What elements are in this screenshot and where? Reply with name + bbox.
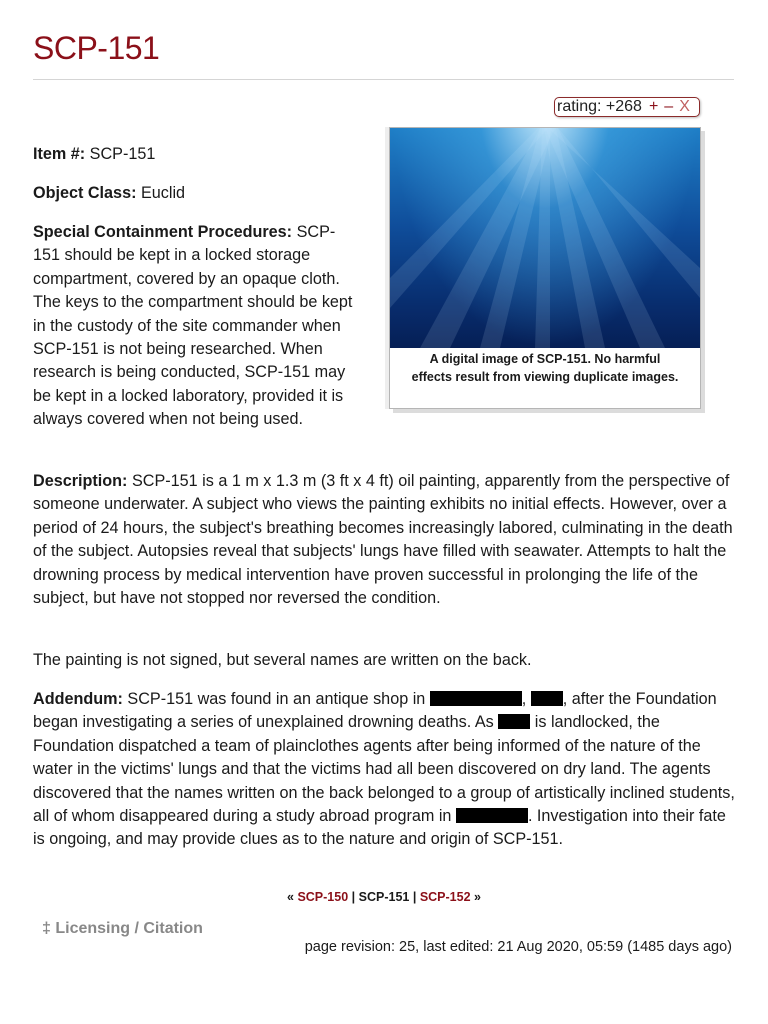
scp-151-image <box>390 128 700 348</box>
object-class <box>33 182 353 205</box>
title-divider <box>33 79 734 80</box>
series-navigation <box>0 890 768 904</box>
redaction-bar <box>531 691 563 706</box>
description-label: Description: <box>33 472 128 490</box>
redaction-bar <box>456 808 528 823</box>
addendum-text-1: SCP-151 was found in an antique shop in <box>122 690 430 708</box>
addendum-text-5: . Investigation into their fate is ongoing, and may provide clues as to the nature and origin of SCP-151. <box>33 807 726 849</box>
description <box>33 470 738 610</box>
current-scp: SCP-151 <box>358 890 410 904</box>
page-title: SCP-151 <box>33 30 160 66</box>
item-label: Item #: <box>33 145 86 163</box>
item-number <box>33 143 353 166</box>
object-class-label: Object Class: <box>33 184 137 202</box>
licensing-citation-toggle[interactable]: ‡ Licensing / Citation <box>42 920 203 937</box>
addendum-text-3: , after the Foundation began investigating a series of unexplained drowning deaths. As <box>33 690 717 732</box>
rate-down-button[interactable]: – <box>664 98 674 115</box>
addendum-text-4: is landlocked, the Foundation dispatched a team of plainclothes agents after being informed of the nature of the water in the victims' lungs and that the victims had all been discovered on dry land. The agents discovered that the names written on the back belonged to a group of artistically inclined students, all of whom disappeared during a study abroad program in <box>33 713 735 826</box>
image-caption: A digital image of SCP-151. No harmful effects result from viewing duplicate images. <box>411 352 679 384</box>
object-class-value: Euclid <box>136 184 186 202</box>
rating-module <box>554 97 700 117</box>
nav-open-quote: « <box>287 890 298 904</box>
rate-cancel-button[interactable]: X <box>679 98 690 115</box>
item-value: SCP-151 <box>85 145 156 163</box>
rating-value: rating: +268 <box>557 98 642 115</box>
addendum <box>33 688 738 852</box>
painting-note: The painting is not signed, but several names are written on the back. <box>33 651 532 669</box>
addendum-text-2: , <box>521 690 531 708</box>
containment-procedures <box>33 221 353 432</box>
rate-up-button[interactable]: + <box>648 98 659 115</box>
nav-close-quote: » <box>470 890 481 904</box>
containment-text: SCP-151 should be kept in a locked storage compartment, covered by an opaque cloth. The keys to the compartment should be kept in the custody of the site commander when SCP-151 is not being researched. When research is being conducted, SCP-151 may be kept in a locked laboratory, provided it is always covered when not being used. <box>33 223 353 429</box>
next-scp-link[interactable]: SCP-152 <box>419 890 471 904</box>
containment-label: Special Containment Procedures: <box>33 223 293 241</box>
page-revision-info: page revision: 25, last edited: 21 Aug 2020, 05:59 (1485 days ago) <box>304 939 732 955</box>
light-rays-graphic <box>390 128 700 348</box>
nav-separator: | <box>409 890 420 904</box>
image-block <box>389 127 701 409</box>
description-text: SCP-151 is a 1 m x 1.3 m (3 ft x 4 ft) oil painting, apparently from the perspective of someone underwater. A subject who views the painting exhibits no initial effects. However, over a period of 24 hours, the subject's breathing becomes increasingly labored, culminating in the death of the subject. Autopsies reveal that subjects' lungs have filled with seawater. Attempts to halt the drowning process by medical intervention have proven successful in prolonging the life of the subject, but have not stopped nor reversed the condition. <box>33 472 733 608</box>
prev-scp-link[interactable]: SCP-150 <box>297 890 349 904</box>
nav-separator: | <box>348 890 359 904</box>
addendum-label: Addendum: <box>33 690 123 708</box>
redaction-bar <box>498 714 530 729</box>
redaction-bar <box>430 691 522 706</box>
